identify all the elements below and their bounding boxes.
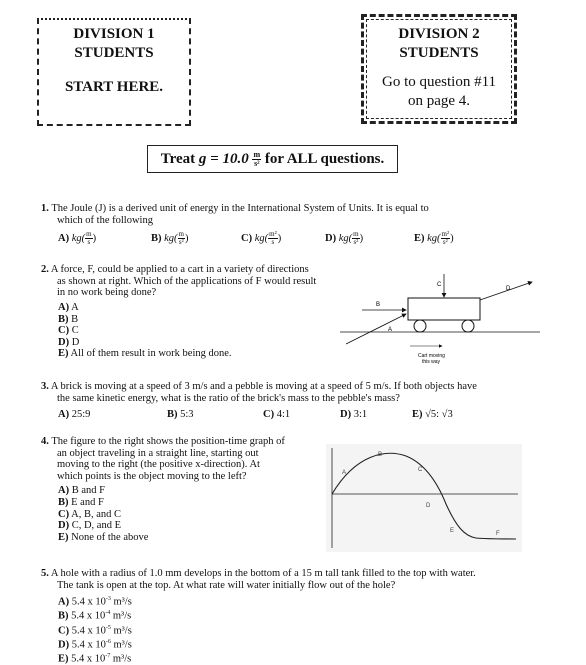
q4-text-line2: an object traveling in a straight line, starting out <box>57 447 259 459</box>
gravity-box <box>147 145 398 173</box>
gravity-suffix: for ALL questions. <box>264 151 385 167</box>
q1-number: 1. <box>41 203 49 214</box>
cart-caption-line2: this way <box>422 359 441 365</box>
q3-choice-d[interactable]: D) 3:1 <box>340 409 368 420</box>
q5-choice-c[interactable]: C) 5.4 x $10^{-5}$ m³/s <box>58 624 132 637</box>
graph-point-f: F <box>496 531 500 537</box>
q4-choice-e[interactable]: E) None of the above <box>58 532 149 544</box>
q2-number: 2. <box>41 264 49 275</box>
cart-force-diagram <box>340 268 540 374</box>
q2-choices <box>58 302 232 360</box>
q5-text: A hole with a radius of 1.0 mm develops in the bottom of a 15 m tall tank filled to the top with water. <box>50 568 476 579</box>
cart-body <box>408 298 480 320</box>
cart-wheel-left <box>414 320 426 332</box>
division1-box <box>37 18 191 126</box>
question-3 <box>41 381 561 404</box>
division2-box <box>361 14 517 124</box>
q2-text-line2: as shown at right. Which of the applications of F would result <box>57 275 317 287</box>
q2-choice-b[interactable]: B) B <box>58 313 79 325</box>
q5-choice-a[interactable]: A) 5.4 x $10^{-3}$ m³/s <box>58 596 132 608</box>
arrow-label-d: D <box>506 286 511 292</box>
q1-choice-b[interactable]: B) kg( $\frac{m}{\text{s²}}$ ) <box>151 230 189 246</box>
q5-choice-e[interactable]: E) 5.4 x $10^{-7}$ m³/s <box>58 653 132 665</box>
graph-point-c: C <box>418 467 423 473</box>
q3-choice-a[interactable]: A) 25:9 <box>58 409 91 420</box>
q3-number: 3. <box>41 381 49 392</box>
q4-choice-c[interactable]: C) A, B, and C <box>58 508 122 520</box>
q2-text-line1: A force, F, could be applied to a cart in a variety of directions <box>50 264 309 275</box>
cart-wheel-right <box>462 320 474 332</box>
q3-choice-b[interactable]: B) 5:3 <box>167 409 194 420</box>
arrow-label-b: B <box>376 302 381 308</box>
q3-text: A brick is moving at a speed of 3 m/s and a pebble is moving at a speed of 5 m/s. If both objects have <box>50 381 477 392</box>
q4-choice-a[interactable]: A) B and F <box>58 485 105 496</box>
q1-choice-c[interactable]: C) kg( $\frac{\text{m²}}{s}$ ) <box>241 230 282 246</box>
q2-choice-c[interactable]: C) C <box>58 325 79 336</box>
q2-text-line3: in no work being done? <box>57 287 157 298</box>
q2-choice-a[interactable]: A) A <box>58 302 79 313</box>
q4-choice-d[interactable]: D) C, D, and E <box>58 520 122 532</box>
arrow-label-a: A <box>388 327 393 333</box>
question-4 <box>41 436 341 482</box>
q3-choice-c[interactable]: C) 4:1 <box>263 409 291 420</box>
graph-point-a: A <box>342 470 347 476</box>
division1-note: START HERE. <box>64 79 164 95</box>
q4-choices <box>58 485 148 544</box>
q3-choice-e[interactable]: E) √5: √3 <box>412 409 453 420</box>
q5-choice-d[interactable]: D) 5.4 x $10^{-6}$ m³/s <box>58 638 132 651</box>
q4-number: 4. <box>41 436 49 447</box>
q1-text-line2: which of the following <box>57 214 153 226</box>
q4-choice-b[interactable]: B) E and F <box>58 496 104 508</box>
q5-number: 5. <box>41 568 49 579</box>
position-time-graph <box>326 444 522 552</box>
division2-title: DIVISION 2 STUDENTS <box>398 26 480 61</box>
question-5 <box>41 568 571 591</box>
q3-text-line2: the same kinetic energy, what is the ratio of the brick's mass to the pebble's mass? <box>57 392 400 404</box>
q1-text: The Joule (J) is a derived unit of energy in the International System of Units. It is equal to <box>51 203 429 214</box>
division1-title: DIVISION 1 STUDENTS <box>73 26 155 61</box>
gravity-equation: g = 10.0 <box>198 151 249 167</box>
q4-text-line1: The figure to the right shows the position-time graph of <box>51 436 285 447</box>
graph-point-e: E <box>450 528 455 534</box>
cart-caption-line1: Cart moving <box>418 353 445 359</box>
division2-note: Go to question #11 on page 4. <box>381 74 497 109</box>
q5-text-line2: The tank is open at the top. At what rate will water initially flow out of the hole? <box>57 579 396 591</box>
q1-choice-d[interactable]: D) kg( $\frac{m}{\text{s²}}$ ) <box>325 230 364 246</box>
force-arrow-a <box>346 314 406 344</box>
graph-background <box>326 444 522 552</box>
q5-choices <box>58 594 132 665</box>
q4-text-line4: which points is the object moving to the left? <box>57 470 247 482</box>
q2-choice-d[interactable]: D) D <box>58 336 80 348</box>
q1-choice-e[interactable]: E) kg( $\frac{\text{m²}}{\text{s²}}$ ) <box>414 230 454 246</box>
q5-choice-b[interactable]: B) 5.4 x $10^{-4}$ m³/s <box>58 610 132 622</box>
q2-choice-e[interactable]: E) All of them result in work being done. <box>58 348 232 359</box>
gravity-unit: $\frac{m}{\text{s²}}$ <box>253 150 261 169</box>
question-1 <box>41 203 541 226</box>
q1-choice-a[interactable]: A) kg( $\frac{m}{s}$ ) <box>58 230 97 246</box>
gravity-prefix: Treat <box>160 151 196 167</box>
graph-point-d: D <box>426 503 431 509</box>
question-2 <box>41 264 371 299</box>
graph-point-b: B <box>378 452 383 458</box>
arrow-label-c: C <box>437 282 442 288</box>
q4-text-line3: moving to the right (the positive x-direction). At <box>57 459 260 470</box>
